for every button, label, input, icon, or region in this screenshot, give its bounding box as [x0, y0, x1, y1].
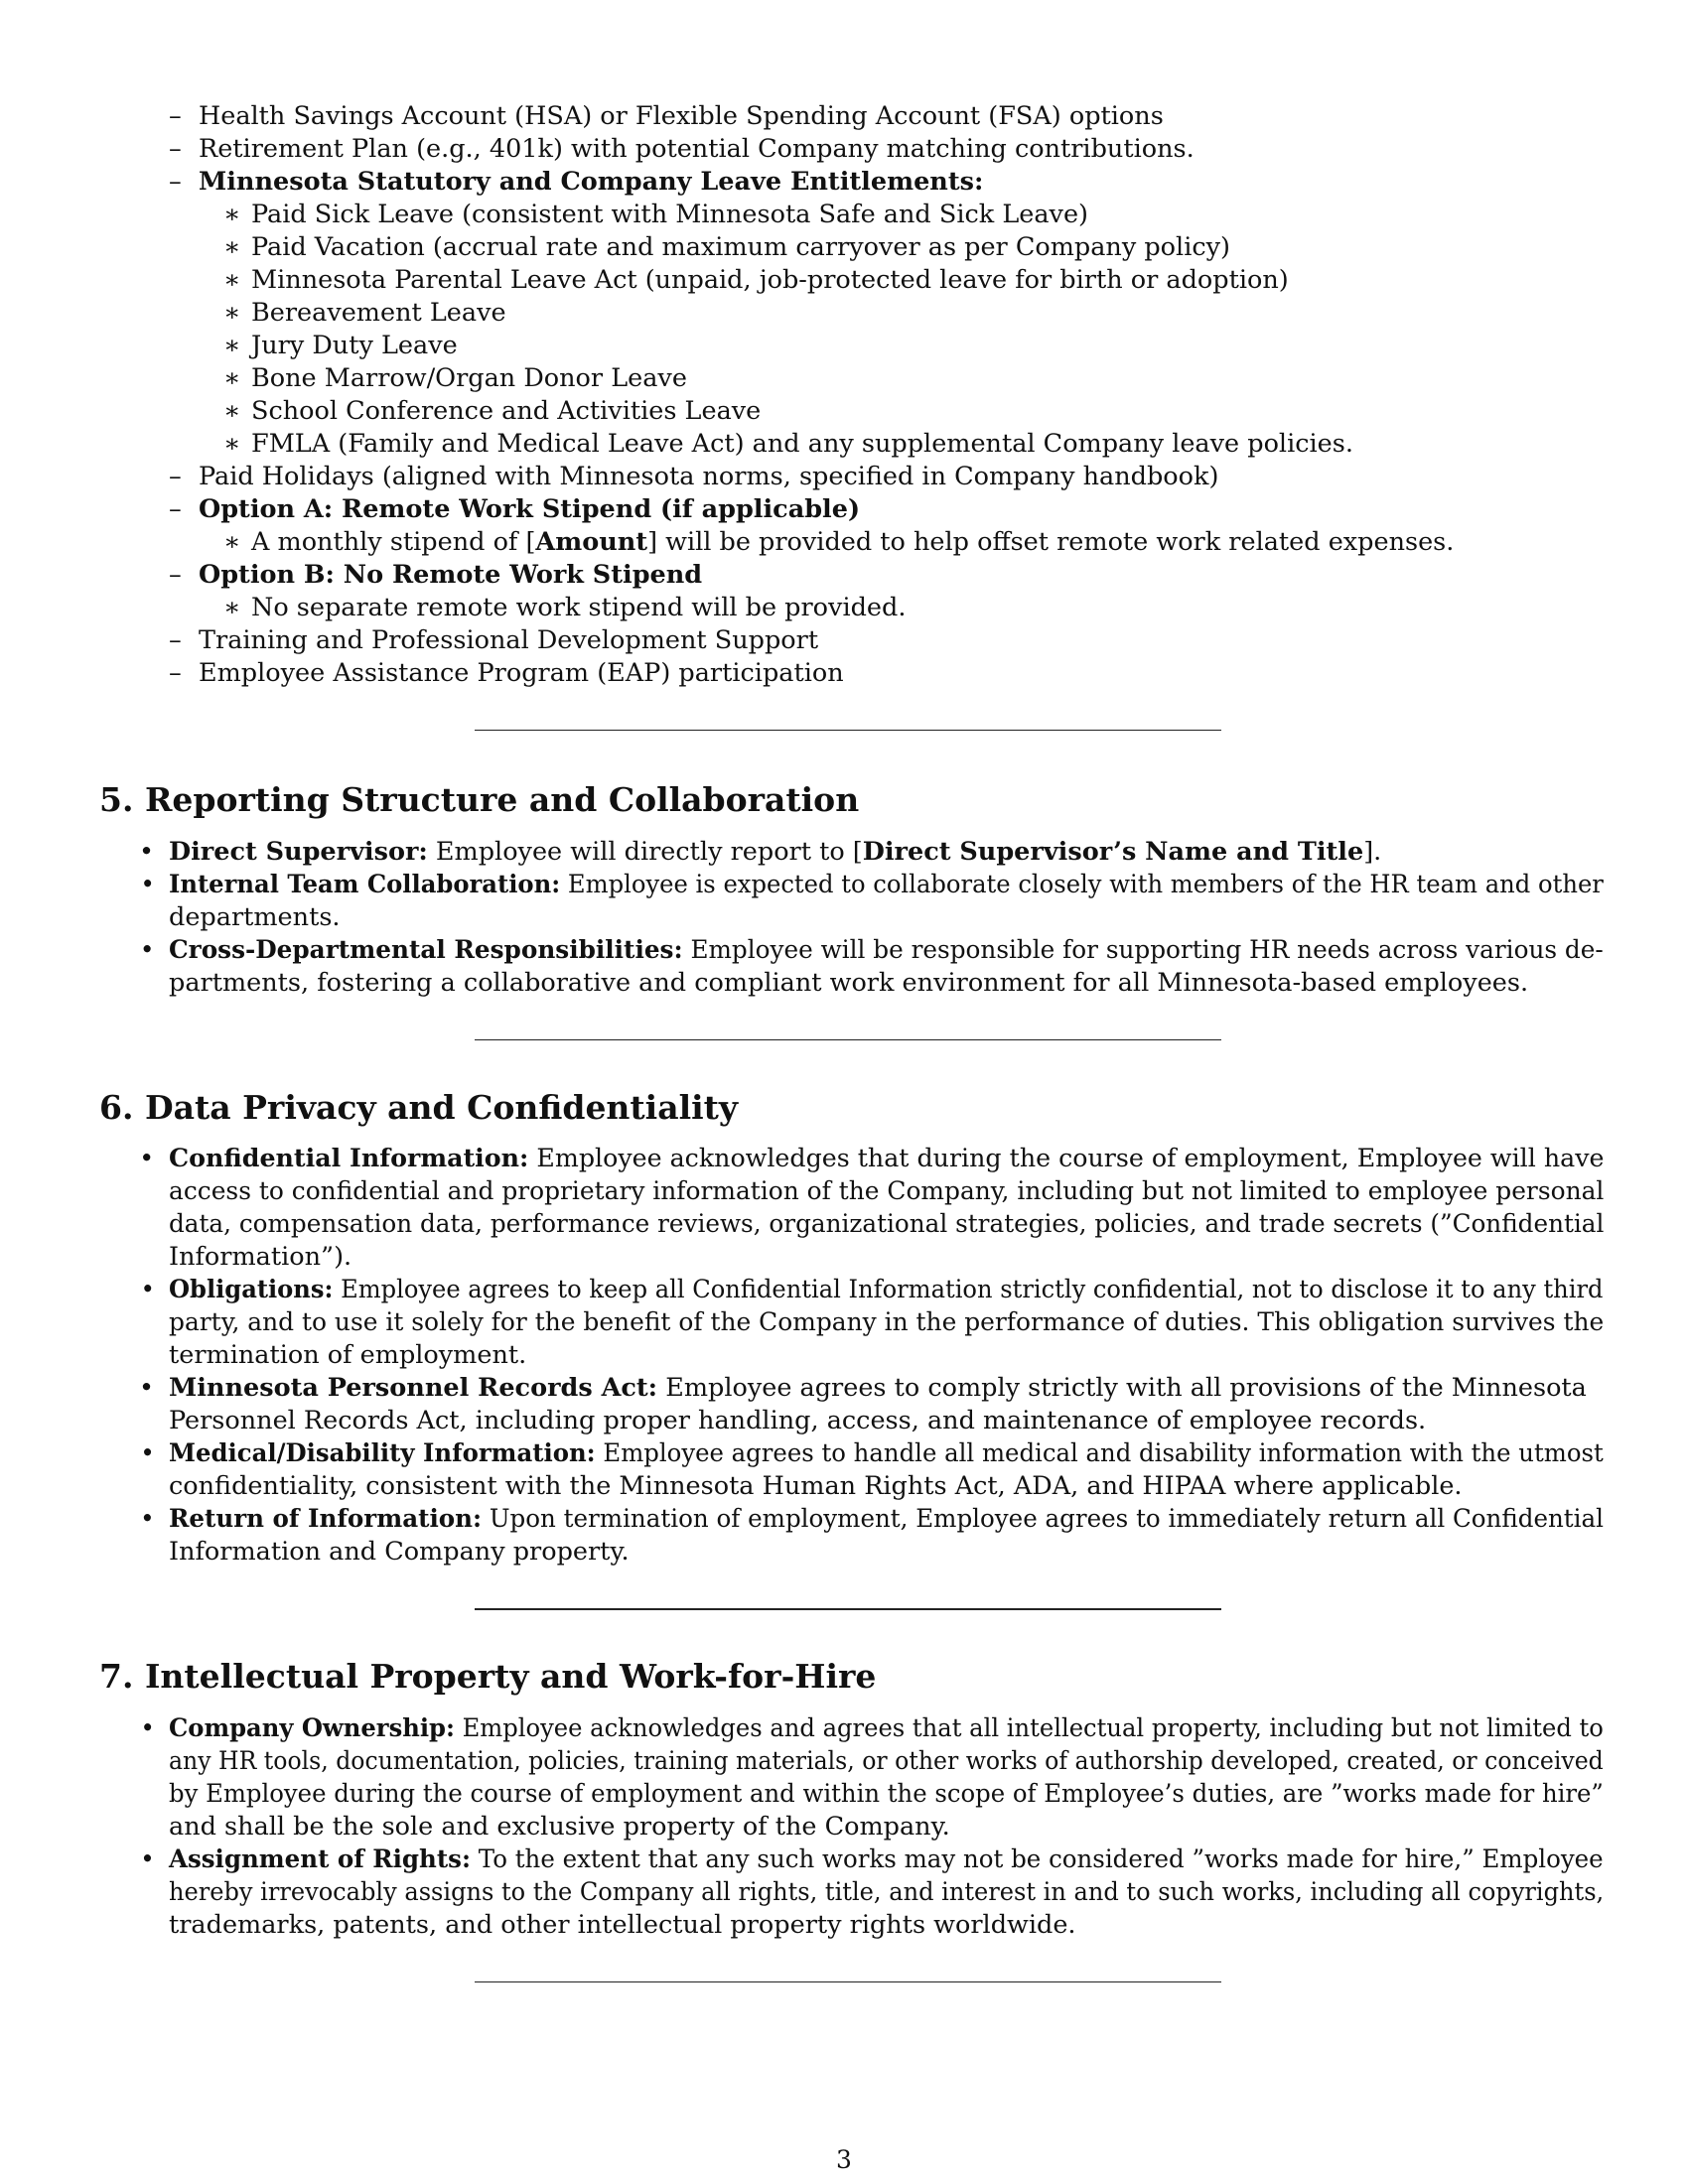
list-item-continuation: Information and Company property.	[169, 1537, 630, 1567]
section-divider	[475, 1608, 1221, 1610]
list-item-continuation: party, and to use it solely for the benefit of the Company in the performance of duties. This obligation survives the	[169, 1307, 1605, 1337]
option-b-heading: – Option B: No Remote Work Stipend	[169, 560, 703, 590]
list-item: ∗ School Conference and Activities Leave	[223, 396, 762, 426]
list-item-continuation: partments, fostering a collaborative and compliant work environment for all Minnesota-based employees.	[169, 968, 1529, 998]
list-item-continuation: hereby irrevocably assigns to the Company all rights, title, and interest in and to such works, including all copyrights,	[169, 1877, 1605, 1907]
list-item-continuation: by Employee during the course of employment and within the scope of Employee’s duties, are ”works made for hire”	[169, 1779, 1604, 1809]
section-heading: 7. Intellectual Property and Work-for-Hire	[99, 1657, 877, 1696]
list-item-continuation: Information”).	[169, 1242, 352, 1272]
list-item-continuation: data, compensation data, performance reviews, organizational strategies, policies, and trade secrets (”Confidential	[169, 1209, 1605, 1239]
list-item: • Cross-Departmental Responsibilities: Employee will be responsible for supporting HR needs across various de-	[139, 935, 1604, 965]
list-item: • Minnesota Personnel Records Act: Employee agrees to comply strictly with all provisions of the Minnesota	[139, 1373, 1587, 1403]
section-divider	[475, 1039, 1221, 1040]
list-item: • Medical/Disability Information: Employee agrees to handle all medical and disability information with the utmost	[140, 1438, 1604, 1468]
list-item-continuation: trademarks, patents, and other intellectual property rights worldwide.	[169, 1910, 1076, 1940]
leave-heading: – Minnesota Statutory and Company Leave Entitlements:	[169, 167, 984, 197]
list-item-continuation: and shall be the sole and exclusive property of the Company.	[169, 1812, 950, 1842]
list-item: – Retirement Plan (e.g., 401k) with potential Company matching contributions.	[169, 134, 1195, 164]
list-item: ∗ A monthly stipend of [Amount] will be provided to help offset remote work related expenses.	[223, 527, 1455, 557]
list-item: – Training and Professional Development Support	[169, 625, 819, 655]
list-item: – Health Savings Account (HSA) or Flexible Spending Account (FSA) options	[169, 101, 1164, 131]
page-number: 3	[836, 2145, 852, 2174]
list-item: • Assignment of Rights: To the extent that any such works may not be considered ”works made for hire,” Employee	[140, 1844, 1604, 1874]
list-item: ∗ No separate remote work stipend will be provided.	[223, 593, 907, 622]
list-item: • Return of Information: Upon termination of employment, Employee agrees to immediately return all Confidential	[140, 1504, 1605, 1534]
list-item-continuation: termination of employment.	[169, 1340, 527, 1370]
list-item-continuation: access to confidential and proprietary information of the Company, including but not limited to employee personal	[169, 1176, 1605, 1206]
list-item: • Confidential Information: Employee acknowledges that during the course of employment, Employee will have	[139, 1144, 1605, 1173]
section-heading: 6. Data Privacy and Confidentiality	[99, 1088, 739, 1127]
list-item: – Employee Assistance Program (EAP) participation	[169, 658, 844, 688]
section-divider	[475, 730, 1221, 731]
list-item: ∗ Jury Duty Leave	[223, 331, 458, 360]
list-item: ∗ Paid Vacation (accrual rate and maximum carryover as per Company policy)	[223, 232, 1230, 262]
list-item: – Paid Holidays (aligned with Minnesota norms, specified in Company handbook)	[169, 462, 1219, 491]
list-item-continuation: Personnel Records Act, including proper handling, access, and maintenance of employee records.	[169, 1406, 1427, 1435]
list-item: ∗ FMLA (Family and Medical Leave Act) and any supplemental Company leave policies.	[223, 429, 1353, 459]
list-item: • Internal Team Collaboration: Employee is expected to collaborate closely with members of the HR team and other	[140, 870, 1604, 899]
section-heading: 5. Reporting Structure and Collaboration	[99, 780, 860, 819]
list-item: • Obligations: Employee agrees to keep all Confidential Information strictly confidential, not to disclose it to any third	[140, 1275, 1604, 1304]
option-a-heading: – Option A: Remote Work Stipend (if applicable)	[169, 494, 861, 524]
list-item-continuation: confidentiality, consistent with the Minnesota Human Rights Act, ADA, and HIPAA where applicable.	[169, 1471, 1463, 1501]
section-divider	[475, 1981, 1221, 1982]
list-item: ∗ Paid Sick Leave (consistent with Minnesota Safe and Sick Leave)	[223, 200, 1088, 229]
list-item: ∗ Bone Marrow/Organ Donor Leave	[223, 363, 687, 393]
list-item: ∗ Bereavement Leave	[223, 298, 506, 328]
list-item-continuation: departments.	[169, 902, 341, 932]
list-item: • Company Ownership: Employee acknowledges and agrees that all intellectual property, including but not limited to	[140, 1713, 1604, 1743]
list-item: • Direct Supervisor: Employee will directly report to [Direct Supervisor’s Name and Title].	[139, 837, 1382, 867]
list-item-continuation: any HR tools, documentation, policies, training materials, or other works of authorship developed, created, or conceived	[169, 1746, 1604, 1776]
list-item: ∗ Minnesota Parental Leave Act (unpaid, job-protected leave for birth or adoption)	[223, 265, 1289, 295]
